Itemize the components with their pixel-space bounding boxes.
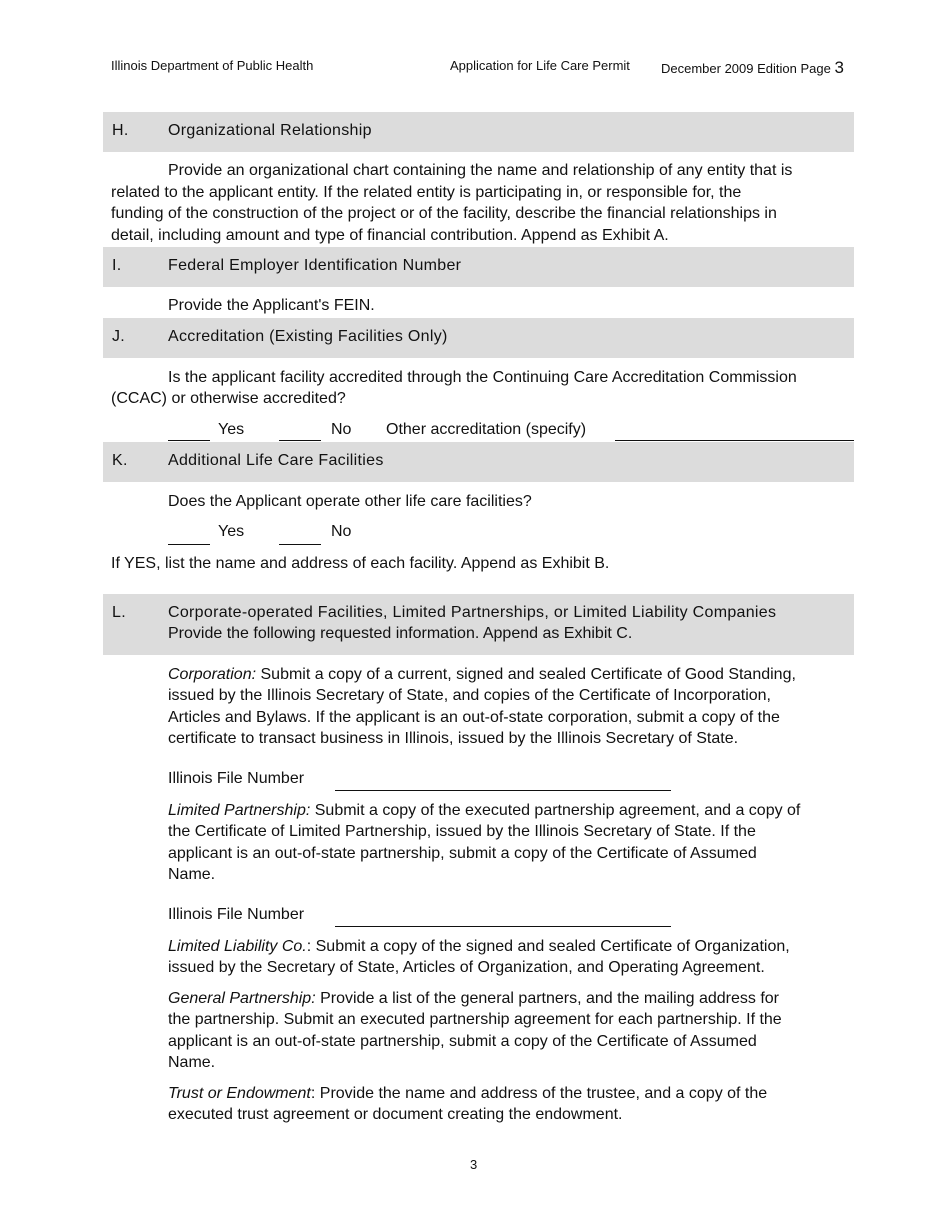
section-k-question: Does the Applicant operate other life care facilities?: [168, 493, 532, 510]
corporation-paragraph-line-4: certificate to transact business in Illinois, issued by the Illinois Secretary of State.: [168, 730, 739, 747]
other-facilities-yes-blank[interactable]: [168, 544, 210, 545]
general-partnership-line-2: the partnership. Submit an executed partnership agreement for each partnership. If the: [168, 1011, 782, 1028]
header-edition-label: December 2009 Edition Page: [661, 61, 831, 76]
illinois-file-number-input-1[interactable]: [335, 790, 671, 791]
general-partnership-label: General Partnership:: [168, 990, 316, 1007]
section-h-body-line-3: funding of the construction of the project or of the facility, describe the financial relationships in: [111, 205, 777, 222]
other-accreditation-label: Other accreditation (specify): [386, 421, 587, 438]
illinois-file-number-label-1: Illinois File Number: [168, 770, 305, 787]
section-j-letter: J.: [112, 328, 126, 345]
accreditation-yes-blank[interactable]: [168, 440, 210, 441]
corporation-paragraph-line-2: issued by the Illinois Secretary of State, and copies of the Certificate of Incorporation,: [168, 687, 771, 704]
section-k-heading: [103, 442, 854, 482]
header-department: Illinois Department of Public Health: [111, 58, 314, 73]
section-i-letter: I.: [112, 257, 122, 274]
trust-line-2: executed trust agreement or document creating the endowment.: [168, 1106, 623, 1123]
other-accreditation-input-line[interactable]: [615, 440, 854, 441]
llc-line-2: issued by the Secretary of State, Articles of Organization, and Operating Agreement.: [168, 959, 765, 976]
fein-label: Provide the Applicant's FEIN.: [168, 297, 375, 314]
trust-line-1: [168, 1083, 767, 1105]
llc-text-1: : Submit a copy of the signed and sealed Certificate of Organization,: [306, 938, 790, 955]
footer-page-number: 3: [470, 1157, 478, 1172]
section-l-letter: L.: [112, 604, 126, 621]
section-h-letter: H.: [112, 122, 129, 139]
other-facilities-no-blank[interactable]: [279, 544, 321, 545]
other-facilities-yes-label: Yes: [218, 523, 245, 540]
corporation-text-1: Submit a copy of a current, signed and sealed Certificate of Good Standing,: [256, 666, 796, 683]
limited-partnership-text-1: Submit a copy of the executed partnership agreement, and a copy of: [310, 802, 801, 819]
accreditation-no-label: No: [331, 421, 352, 438]
section-i-title: Federal Employer Identification Number: [168, 257, 462, 274]
section-k-letter: K.: [112, 452, 128, 469]
header-form-title: Application for Life Care Permit: [450, 58, 630, 73]
section-h-title: Organizational Relationship: [168, 122, 372, 139]
general-partnership-text-1: Provide a list of the general partners, and the mailing address for: [315, 990, 780, 1007]
llc-line-1: [168, 936, 790, 958]
general-partnership-line-4: Name.: [168, 1054, 216, 1071]
accreditation-yes-label: Yes: [218, 421, 245, 438]
other-facilities-no-label: No: [331, 523, 352, 540]
section-j-heading: [103, 318, 854, 358]
section-k-followup: If YES, list the name and address of each facility. Append as Exhibit B.: [111, 555, 610, 572]
section-h-body-line-4: detail, including amount and type of financial contribution. Append as Exhibit A.: [111, 227, 669, 244]
llc-label: Limited Liability Co.: [168, 938, 307, 955]
trust-label: Trust or Endowment: [168, 1085, 311, 1102]
corporation-label: Corporation:: [168, 666, 257, 683]
corporation-paragraph-line-1: [168, 664, 796, 686]
section-i-heading: [103, 247, 854, 287]
header-page-number: 3: [834, 58, 844, 77]
trust-text-1: : Provide the name and address of the trustee, and a copy of the: [310, 1085, 768, 1102]
section-l-subtitle: Provide the following requested information. Append as Exhibit C.: [168, 625, 633, 642]
header-edition: [661, 58, 844, 78]
corporation-paragraph-line-3: Articles and Bylaws. If the applicant is an out-of-state corporation, submit a copy of the: [168, 709, 780, 726]
section-j-question-line-1: Is the applicant facility accredited through the Continuing Care Accreditation Commission: [168, 369, 797, 386]
section-h-heading: [103, 112, 854, 152]
limited-partnership-line-3: applicant is an out-of-state partnership, submit a copy of the Certificate of Assumed: [168, 845, 757, 862]
section-h-body-line-2: related to the applicant entity. If the related entity is participating in, or responsible for, the: [111, 184, 742, 201]
section-h-body-line-1: Provide an organizational chart containing the name and relationship of any entity that is: [168, 162, 793, 179]
accreditation-no-blank[interactable]: [279, 440, 321, 441]
section-k-title: Additional Life Care Facilities: [168, 452, 384, 469]
limited-partnership-label: Limited Partnership:: [168, 802, 311, 819]
general-partnership-line-3: applicant is an out-of-state partnership, submit a copy of the Certificate of Assumed: [168, 1033, 757, 1050]
illinois-file-number-input-2[interactable]: [335, 926, 671, 927]
limited-partnership-line-4: Name.: [168, 866, 216, 883]
illinois-file-number-label-2: Illinois File Number: [168, 906, 305, 923]
section-l-title: Corporate-operated Facilities, Limited Partnerships, or Limited Liability Companies: [168, 604, 777, 621]
general-partnership-line-1: [168, 988, 779, 1010]
limited-partnership-line-1: [168, 800, 800, 822]
section-j-question-line-2: (CCAC) or otherwise accredited?: [111, 390, 346, 407]
section-l-heading: [103, 594, 854, 655]
section-j-title: Accreditation (Existing Facilities Only): [168, 328, 448, 345]
limited-partnership-line-2: the Certificate of Limited Partnership, issued by the Illinois Secretary of State. If the: [168, 823, 756, 840]
